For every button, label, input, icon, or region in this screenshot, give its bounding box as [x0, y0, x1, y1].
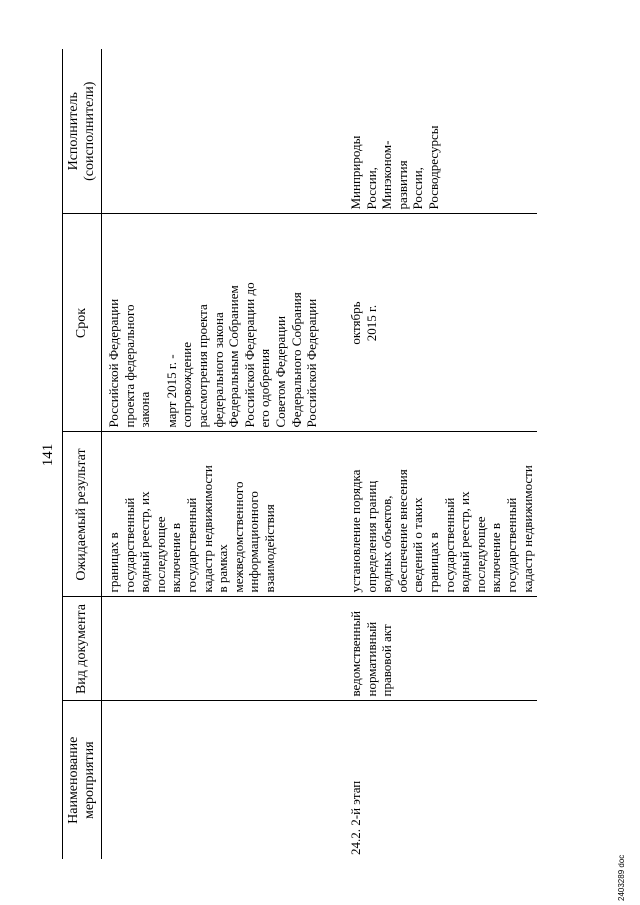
- table-row: [344, 49, 537, 859]
- header-result: [63, 432, 102, 597]
- header-doc-type: [63, 597, 102, 701]
- text-line: водный реестр, их: [457, 491, 473, 593]
- text-line: государственный: [441, 497, 457, 593]
- deadline-part-a: [348, 219, 379, 428]
- table-header-row: [63, 49, 102, 859]
- text-line: определения границ: [363, 480, 379, 593]
- text-line: водный реестр, их: [137, 491, 153, 593]
- text-line: Срок: [74, 307, 89, 339]
- text-line: нормативный: [363, 621, 379, 697]
- text-line: сопровождение: [179, 341, 195, 428]
- cell-result: [344, 432, 537, 597]
- text-line: государственный: [503, 497, 519, 593]
- text-line: взаимодействия: [261, 504, 277, 593]
- text-line: правовой акт: [379, 624, 395, 697]
- cell-result: [102, 432, 345, 597]
- document-code: 2403289 doc: [617, 854, 626, 901]
- text-line: Наименование: [66, 736, 81, 824]
- text-line: Ожидаемый результат: [74, 448, 89, 581]
- cell-name: [102, 701, 345, 859]
- text-line: информационного: [246, 491, 262, 593]
- text-line: Российской Федерации: [106, 298, 121, 428]
- text-line: межведомственного: [230, 481, 246, 593]
- text-line: включение в: [488, 522, 504, 593]
- header-deadline: [63, 214, 102, 432]
- text-line: октябрь: [348, 301, 363, 345]
- text-line: Росводресурсы: [425, 125, 441, 210]
- page-number: 141: [40, 443, 56, 467]
- text-line: развития: [394, 160, 410, 210]
- text-line: Федерального Собрания: [288, 292, 304, 428]
- cell-deadline: [102, 214, 345, 432]
- text-line: Советом Федерации: [272, 315, 288, 428]
- text-line: мероприятия: [82, 741, 97, 820]
- text-line: установление порядка: [348, 469, 363, 593]
- cell-executor: [344, 49, 537, 214]
- text-line: 24.2. 2-й этап: [348, 780, 363, 855]
- text-line: март 2015 г. -: [163, 354, 179, 428]
- text-line: последующее: [152, 516, 168, 593]
- text-line: закона: [137, 391, 153, 428]
- text-line: границах в: [106, 532, 121, 593]
- text-line: федерального закона: [210, 312, 226, 428]
- cell-name: [344, 701, 537, 859]
- text-line: кадастр недвижимости: [519, 465, 535, 593]
- header-name: [63, 701, 102, 859]
- text-line: Федеральным Собранием: [226, 285, 242, 428]
- text-line: Минприроды: [348, 135, 363, 210]
- action-plan-table: [62, 49, 537, 859]
- cell-doc-type: [102, 597, 345, 701]
- text-line: кадастр недвижимости: [199, 465, 215, 593]
- cell-deadline: [344, 214, 537, 432]
- text-line: Российской Федерации до: [241, 282, 257, 428]
- text-line: проекта федерального: [121, 304, 137, 428]
- text-line: государственный: [121, 497, 137, 593]
- text-line: России,: [410, 167, 426, 210]
- text-line: включение в: [168, 522, 184, 593]
- text-line: Вид документа: [74, 603, 89, 695]
- text-line: Исполнитель: [66, 92, 81, 171]
- text-line: в рамках: [215, 544, 231, 593]
- text-line: (соисполнители): [82, 81, 97, 181]
- text-line: России,: [363, 167, 379, 210]
- text-line: Минэконом-: [379, 140, 395, 210]
- cell-executor: [102, 49, 345, 214]
- text-line: водных объектов,: [379, 495, 395, 593]
- text-line: границах в: [425, 532, 441, 593]
- text-line: государственный: [183, 497, 199, 593]
- text-line: его одобрения: [257, 348, 273, 428]
- header-executor: [63, 49, 102, 214]
- deadline-part-b: [164, 219, 320, 428]
- text-line: последующее: [472, 516, 488, 593]
- text-line: сведений о таких: [410, 497, 426, 593]
- text-line: рассмотрения проекта: [194, 304, 210, 428]
- table-row: [102, 49, 345, 859]
- text-line: 2015 г.: [363, 304, 379, 342]
- text-line: обеспечение внесения: [394, 469, 410, 593]
- cell-doc-type: [344, 597, 537, 701]
- text-line: Российской Федерации: [304, 298, 320, 428]
- text-line: ведомственный: [348, 610, 363, 697]
- deadline-part-a: [106, 219, 153, 428]
